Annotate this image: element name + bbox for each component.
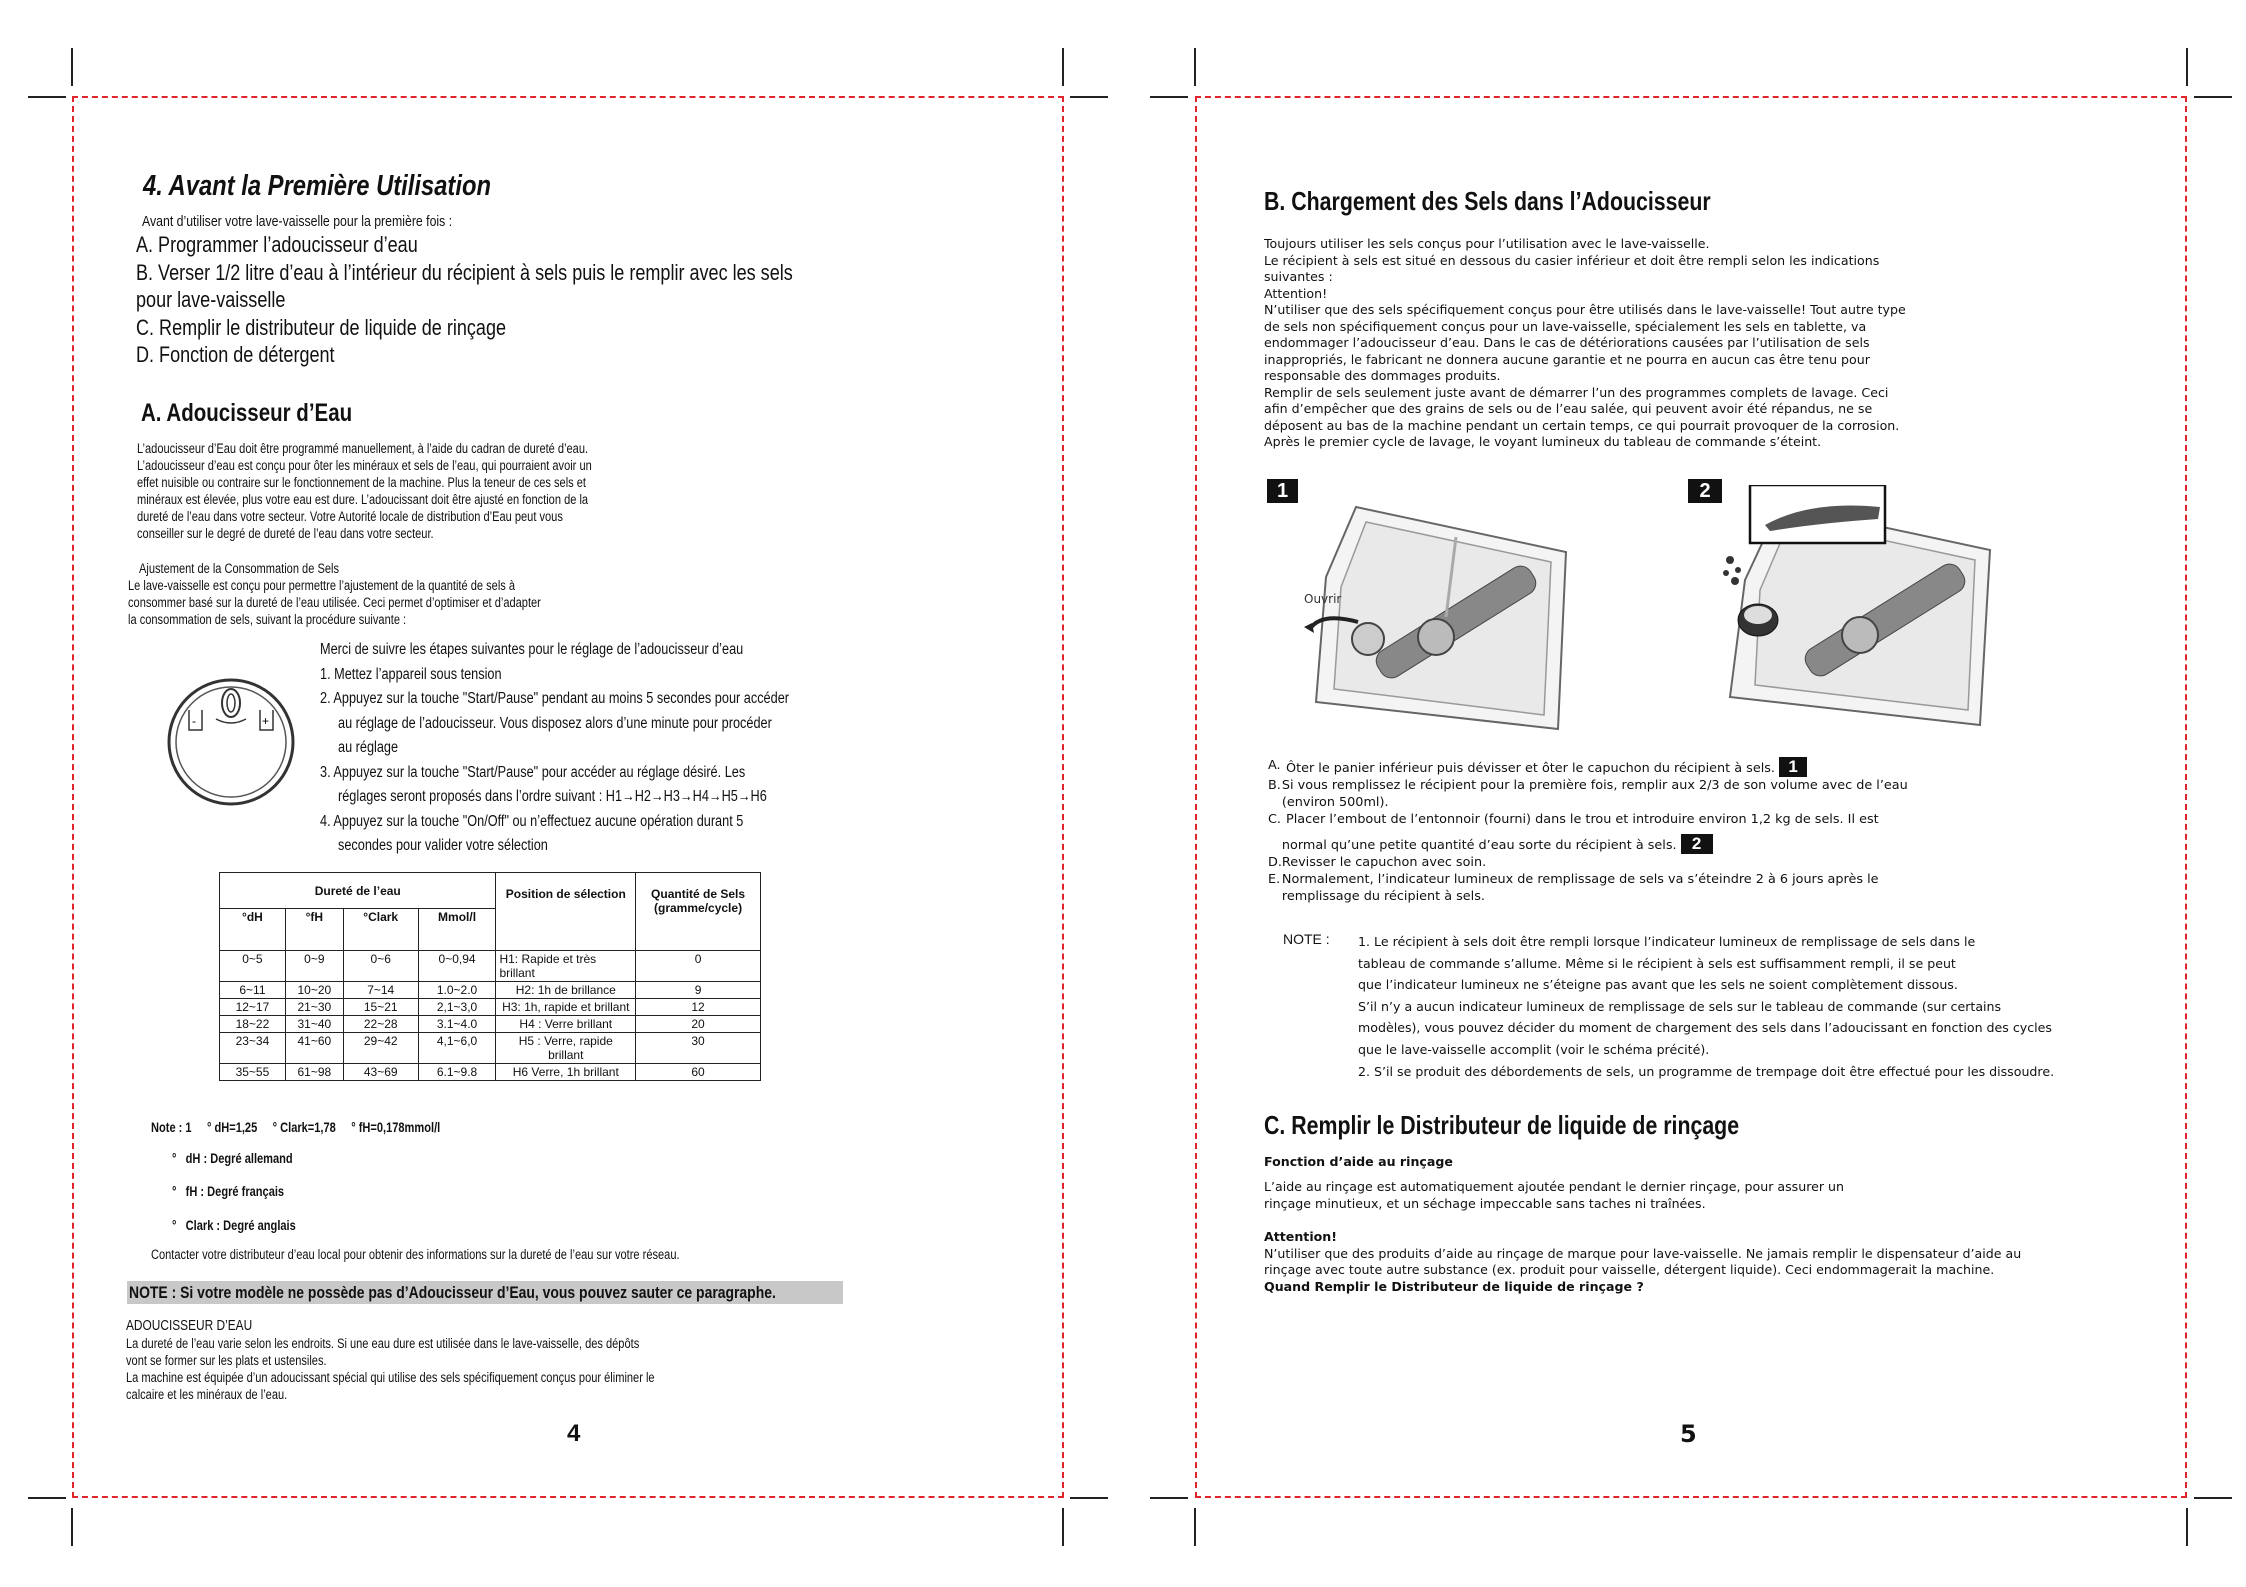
- table-row: [220, 1033, 761, 1064]
- table-row: [220, 999, 761, 1016]
- section-b-paragraph: [1264, 236, 1906, 451]
- dishwasher-open-cap-illustration: [1296, 497, 1576, 737]
- steps-list: [320, 638, 892, 859]
- step: secondes pour valider votre sélection: [338, 837, 548, 854]
- table-cell: 10~20: [285, 982, 343, 999]
- crop-mark: [1062, 48, 1064, 86]
- note-label: NOTE :: [1283, 931, 1330, 947]
- table-cell: H6 Verre, 1h brillant: [496, 1064, 636, 1081]
- step: 4. Appuyez sur la touche "On/Off" ou n’effectuez aucune opération durant 5: [320, 812, 744, 830]
- table-cell: 2,1~3,0: [418, 999, 496, 1016]
- table-cell: 12~17: [220, 999, 286, 1016]
- text-line: déposent au bas de la machine pendant un certain temps, ce qui pourrait provoquer de la corrosion.: [1264, 417, 1900, 433]
- note-line: 1. Le récipient à sels doit être rempli lorsque l’indicateur lumineux de remplissage de sels dans le: [1358, 934, 1976, 949]
- table-cell: H5 : Verre, rapide brillant: [496, 1033, 636, 1064]
- intro-item: C. Remplir le distributeur de liquide de rinçage: [136, 314, 507, 340]
- table-cell: 22~28: [343, 1016, 418, 1033]
- table-row: [220, 1064, 761, 1081]
- figure-2-badge: 2: [1688, 479, 1722, 503]
- column-header: °dH: [220, 909, 286, 951]
- text-line: minéraux est élevée, plus votre eau est dure. L’adoucissant doit être ajusté en fonction de la: [137, 492, 589, 507]
- crop-mark: [1062, 1508, 1064, 1546]
- table-cell: 12: [636, 999, 761, 1016]
- text-line: dureté de l’eau dans votre secteur. Votre Autorité locale de distribution d’Eau peut vous: [137, 509, 563, 524]
- step: réglages seront proposés dans l’ordre suivant : H1→H2→H3→H4→H5→H6: [338, 788, 767, 805]
- text-line: afin d’empêcher que des grains de sels ou de l’eau salée, qui peuvent avoir été répandus, ne se: [1264, 401, 1873, 416]
- text-line: calcaire et les minéraux de l’eau.: [126, 1387, 288, 1402]
- procedure-list: [1268, 757, 1908, 905]
- column-header: °Clark: [343, 909, 418, 951]
- crop-mark: [1150, 96, 1188, 98]
- text-line: de sels non spécifiquement conçus pour un lave-vaisselle, spécialement les sels en tablette, va: [1264, 318, 1867, 334]
- column-header: Quantité de Sels (gramme/cycle): [636, 873, 761, 951]
- text-line: responsable des dommages produits.: [1264, 368, 1501, 383]
- table-cell: 0~6: [343, 951, 418, 982]
- note-lines: [1358, 931, 2054, 1082]
- table-cell: 3.1~4.0: [418, 1016, 496, 1033]
- text-line: conseiller sur le degré de dureté de l’eau dans votre secteur.: [137, 526, 434, 541]
- intro-item: B. Verser 1/2 litre d’eau à l’intérieur du récipient à sels puis le remplir avec les sels: [136, 259, 793, 285]
- note-1: Note : 1 ° dH=1,25 ° Clark=1,78 ° fH=0,178mmol/l: [151, 1120, 441, 1135]
- adjust-title: Ajustement de la Consommation de Sels: [139, 561, 339, 576]
- table-cell: 1.0~2.0: [418, 982, 496, 999]
- softener-title: ADOUCISSEUR D’EAU: [126, 1318, 253, 1334]
- figure-1-badge: 1: [1267, 479, 1298, 503]
- section-c-title: C. Remplir le Distributeur de liquide de rinçage: [1264, 1110, 1740, 1140]
- crop-mark: [1194, 48, 1196, 86]
- table-cell: 30: [636, 1033, 761, 1064]
- table-cell: 0~0,94: [418, 951, 496, 982]
- intro-text: Avant d’utiliser votre lave-vaisselle pour la première fois :: [142, 213, 453, 230]
- table-cell: 0: [636, 951, 761, 982]
- table-cell: 61~98: [285, 1064, 343, 1081]
- table-cell: H2: 1h de brillance: [496, 982, 636, 999]
- crop-mark: [2186, 48, 2188, 86]
- column-header: Position de sélection: [496, 873, 636, 951]
- text-line: remplissage du récipient à sels.: [1281, 889, 1485, 904]
- text-line: La dureté de l’eau varie selon les endroits. Si une eau dure est utilisée dans le lave-vaisselle, des dépôts: [126, 1336, 640, 1351]
- note-line: S’il n’y a aucun indicateur lumineux de remplissage de sels sur le tableau de commande (sur certains: [1358, 998, 2002, 1014]
- note-line: 2. S’il se produit des débordements de sels, un programme de trempage doit être effectué pour les dissoudre.: [1358, 1063, 2055, 1079]
- crop-mark: [1070, 1497, 1108, 1499]
- text-line: Remplir de sels seulement juste avant de démarrer l’un des programmes complets de lavage. Ceci: [1264, 384, 1889, 400]
- table-cell: 15~21: [343, 999, 418, 1016]
- section-b-title: B. Chargement des Sels dans l’Adoucisseur: [1264, 186, 1711, 216]
- step: au réglage: [338, 739, 399, 756]
- note-line: que le lave-vaisselle accomplit (voir le schéma précité).: [1358, 1041, 1710, 1057]
- text-line: normal qu’une petite quantité d’eau sorte du récipient à sels.: [1281, 838, 1677, 853]
- intro-item: A. Programmer l’adoucisseur d’eau: [136, 232, 418, 257]
- dial-plus-label: +: [262, 714, 270, 728]
- list-item: [1268, 854, 1908, 871]
- text-line: consommer basé sur la dureté de l’eau utilisée. Ceci permet d’optimiser et d’adapter: [128, 595, 541, 610]
- table-row: [220, 1016, 761, 1033]
- text-line: rinçage avec toute autre substance (ex. produit pour vaisselle, détergent liquide). Ceci endommagerait la machine.: [1264, 1262, 1995, 1277]
- steps-intro: Merci de suivre les étapes suivantes pour le réglage de l’adoucisseur d’eau: [320, 641, 744, 658]
- step: 2. Appuyez sur la touche "Start/Pause" pendant au moins 5 secondes pour accéder: [320, 690, 790, 707]
- attention-title: Attention!: [1264, 1229, 1337, 1244]
- softener-paragraph: [126, 1335, 771, 1403]
- step: au réglage de l’adoucisseur. Vous disposez alors d’une minute pour procéder: [338, 714, 772, 732]
- figure-1-label: Ouvrir: [1304, 592, 1342, 606]
- text-line: inappropriés, le fabricant ne donnera aucune garantie et ne pourra en aucun cas être tenu pour: [1264, 351, 1870, 367]
- text-line: Si vous remplissez le récipient pour la première fois, remplir aux 2/3 de son volume avec de l’eau: [1281, 778, 1908, 793]
- crop-mark: [2194, 96, 2232, 98]
- group-header: Dureté de l’eau: [220, 873, 496, 909]
- table-cell: 23~34: [220, 1033, 286, 1064]
- table-cell: 43~69: [343, 1064, 418, 1081]
- crop-mark: [1150, 1497, 1188, 1499]
- text-line: effet nuisible ou contraire sur le fonctionnement de la machine. Plus la teneur de ces sels et: [137, 475, 587, 490]
- list-letter: C.: [1268, 812, 1282, 827]
- bullet-item: dH : Degré allemand: [185, 1151, 293, 1166]
- table-cell: 9: [636, 982, 761, 999]
- page-number: 5: [1680, 1420, 1697, 1448]
- text-line: Normalement, l’indicateur lumineux de remplissage de sels va s’éteindre 2 à 6 jours après le: [1281, 872, 1879, 887]
- intro-item: D. Fonction de détergent: [136, 342, 335, 367]
- crop-mark: [71, 1508, 73, 1546]
- bullet-item: Clark : Degré anglais: [185, 1218, 296, 1233]
- dial-minus-label: -: [192, 714, 196, 728]
- figure-ref-badge: 1: [1779, 757, 1807, 777]
- table-cell: 18~22: [220, 1016, 286, 1033]
- crop-mark: [1070, 96, 1108, 98]
- bullet-item: fH : Degré français: [185, 1184, 285, 1199]
- when-title: Quand Remplir le Distributeur de liquide de rinçage ?: [1264, 1278, 1644, 1294]
- note-line: modèles), vous pouvez décider du moment de chargement des sels dans l’adoucissant en fonction des cycles: [1358, 1020, 2052, 1036]
- table-cell: 0~5: [220, 951, 286, 982]
- text-line: la consommation de sels, suivant la procédure suivante :: [128, 612, 407, 627]
- table-row: [220, 951, 761, 982]
- text-line: vont se former sur les plats et ustensiles.: [126, 1353, 327, 1368]
- column-header: °fH: [285, 909, 343, 951]
- list-item: [1268, 811, 1908, 854]
- text-line: Le lave-vaisselle est conçu pour permettre l’ajustement de la quantité de sels à: [128, 578, 516, 593]
- crop-mark: [2186, 1508, 2188, 1546]
- text-line: L’aide au rinçage est automatiquement ajoutée pendant le dernier rinçage, pour assurer un: [1264, 1179, 1844, 1194]
- crop-mark: [2194, 1497, 2232, 1499]
- table-cell: 4,1~6,0: [418, 1033, 496, 1064]
- table-cell: H1: Rapide et très brillant: [496, 951, 636, 982]
- table-cell: 31~40: [285, 1016, 343, 1033]
- crop-mark: [71, 48, 73, 86]
- text-line: endommager l’adoucisseur d’eau. Dans le cas de détériorations causées par l’utilisation de sels: [1264, 335, 1870, 350]
- list-letter: E.: [1268, 872, 1281, 887]
- list-item: [1268, 757, 1908, 777]
- table-row: [220, 982, 761, 999]
- table-cell: 6.1~9.8: [418, 1064, 496, 1081]
- grey-note: NOTE : Si votre modèle ne possède pas d’Adoucisseur d’Eau, vous pouvez sauter ce paragraphe.: [129, 1283, 776, 1302]
- list-item: [1268, 777, 1908, 811]
- page-title: 4. Avant la Première Utilisation: [143, 170, 492, 202]
- text-line: La machine est équipée d’un adoucissant spécial qui utilise des sels spécifiquement conçus pour éliminer le: [126, 1370, 655, 1385]
- table-cell: 20: [636, 1016, 761, 1033]
- note-line: que l’indicateur lumineux ne s’éteigne pas avant que les sels ne soient complètement dissous.: [1358, 977, 1958, 993]
- crop-mark: [28, 96, 66, 98]
- text-line: Attention!: [1264, 285, 1328, 301]
- text-line: (environ 500ml).: [1281, 795, 1389, 810]
- text-line: Revisser le capuchon avec soin.: [1281, 855, 1487, 870]
- crop-mark: [28, 1497, 66, 1499]
- list-letter: D.: [1268, 855, 1282, 870]
- list-item: [1268, 871, 1908, 905]
- table-cell: 35~55: [220, 1064, 286, 1081]
- step: 3. Appuyez sur la touche "Start/Pause" pour accéder au réglage désiré. Les: [320, 763, 746, 781]
- text-line: N’utiliser que des produits d’aide au rinçage de marque pour lave-vaisselle. Ne jamais remplir le dispensateur d’aide au: [1264, 1245, 2022, 1261]
- note-line: tableau de commande s’allume. Même si le récipient à sels est suffisamment rempli, il se peut: [1358, 955, 1956, 971]
- adjust-paragraph: [128, 577, 632, 628]
- list-letter: B.: [1268, 778, 1281, 793]
- table-cell: 7~14: [343, 982, 418, 999]
- table-cell: 41~60: [285, 1033, 343, 1064]
- column-header: Mmol/l: [418, 909, 496, 951]
- crop-mark: [1194, 1508, 1196, 1546]
- table-cell: H3: 1h, rapide et brillant: [496, 999, 636, 1016]
- water-hardness-table: [219, 872, 761, 1081]
- text-line: Le récipient à sels est situé en dessous du casier inférieur et doit être rempli selon les indications: [1264, 252, 1880, 268]
- text-line: suivantes :: [1264, 269, 1333, 284]
- table-cell: 21~30: [285, 999, 343, 1016]
- text-line: rinçage minutieux, et un séchage impeccable sans taches ni traînées.: [1264, 1195, 1706, 1211]
- intro-item: pour lave-vaisselle: [136, 287, 286, 312]
- page-number: 4: [567, 1420, 581, 1447]
- text-line: Toujours utiliser les sels conçus pour l’utilisation avec le lave-vaisselle.: [1264, 236, 1710, 251]
- table-cell: 60: [636, 1064, 761, 1081]
- text-line: Placer l’embout de l’entonnoir (fourni) dans le trou et introduire environ 1,2 kg de sels. Il est: [1286, 812, 1879, 827]
- list-letter: A.: [1268, 758, 1281, 773]
- table-cell: H4 : Verre brillant: [496, 1016, 636, 1033]
- contact-text: Contacter votre distributeur d’eau local pour obtenir des informations sur la dureté de l’eau sur votre réseau.: [151, 1247, 680, 1262]
- section-a-paragraph: [137, 440, 692, 542]
- table-cell: 6~11: [220, 982, 286, 999]
- softener-dial-icon: [164, 675, 298, 809]
- step: 1. Mettez l’appareil sous tension: [320, 665, 502, 683]
- text-line: Ôter le panier inférieur puis dévisser et ôter le capuchon du récipient à sels.: [1286, 761, 1775, 776]
- text-line: Après le premier cycle de lavage, le voyant lumineux du tableau de commande s’éteint.: [1264, 434, 1822, 449]
- section-a-title: A. Adoucisseur d’Eau: [141, 399, 353, 427]
- rinse-function-title: Fonction d’aide au rinçage: [1264, 1154, 1453, 1169]
- text-line: L’adoucisseur d’eau est conçu pour ôter les minéraux et sels de l’eau, qui pourraient avoir un: [137, 458, 592, 473]
- dishwasher-funnel-illustration: [1710, 485, 2000, 735]
- text-line: N’utiliser que des sels spécifiquement conçus pour être utilisés dans le lave-vaisselle! Tout autre type: [1264, 302, 1906, 317]
- text-line: L’adoucisseur d’Eau doit être programmé manuellement, à l’aide du cadran de dureté d’eau.: [137, 441, 589, 456]
- figure-ref-badge: 2: [1681, 834, 1713, 854]
- table-cell: 0~9: [285, 951, 343, 982]
- table-cell: 29~42: [343, 1033, 418, 1064]
